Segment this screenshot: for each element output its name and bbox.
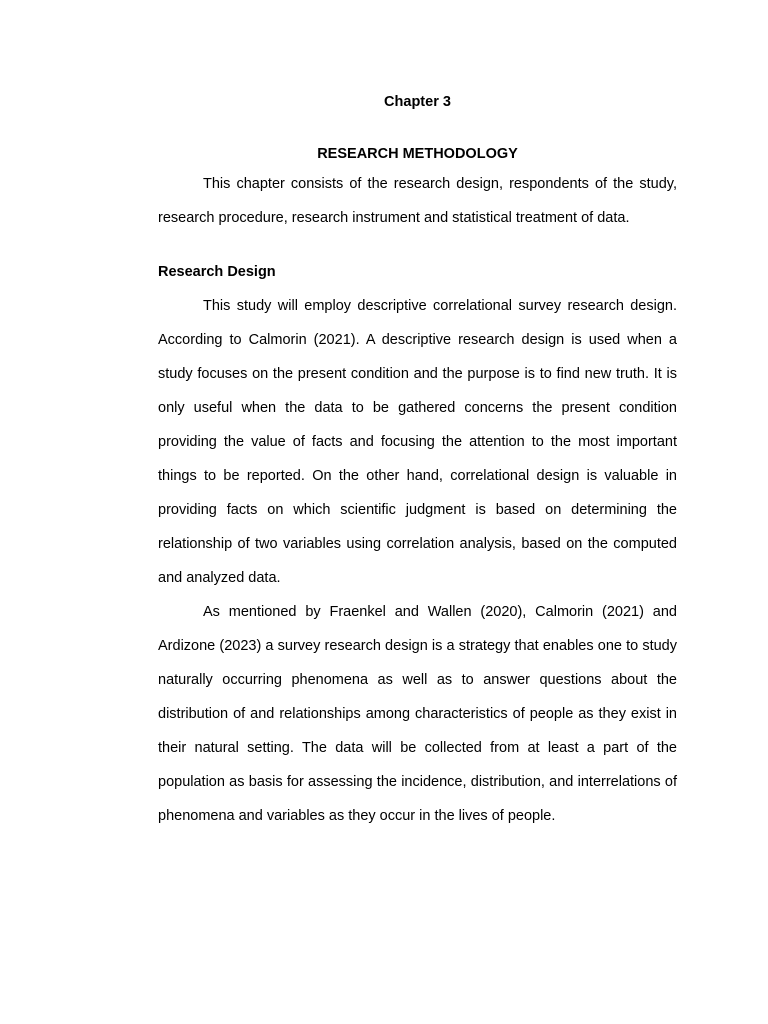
research-design-paragraph-2: As mentioned by Fraenkel and Wallen (2020), Calmorin (2021) and Ardizone (2023) a survey research design is a strategy that enables one to study naturally occurring phenomena as well as to answer questions about the distribution of and relationships among characteristics of people as they exist in their natural setting. The data will be collected from at least a part of the population as basis for assessing the incidence, distribution, and interrelations of phenomena and variables as they occur in the lives of people. (158, 604, 677, 824)
chapter-title: RESEARCH METHODOLOGY (317, 146, 518, 162)
intro-paragraph: This chapter consists of the research design, respondents of the study, research procedure, research instrument and statistical treatment of data. (158, 176, 677, 226)
chapter-label: Chapter 3 (384, 94, 451, 110)
section-heading-research-design: Research Design (158, 264, 276, 280)
research-design-paragraph-1: This study will employ descriptive correlational survey research design. According to Calmorin (2021). A descriptive research design is used when a study focuses on the present condition and the purpose is to find new truth. It is only useful when the data to be gathered concerns the present condition providing the value of facts and focusing the attention to the most important things to be reported. On the other hand, correlational design is valuable in providing facts on which scientific judgment is based on determining the relationship of two variables using correlation analysis, based on the computed and analyzed data. (158, 298, 677, 586)
page-content (158, 91, 677, 833)
